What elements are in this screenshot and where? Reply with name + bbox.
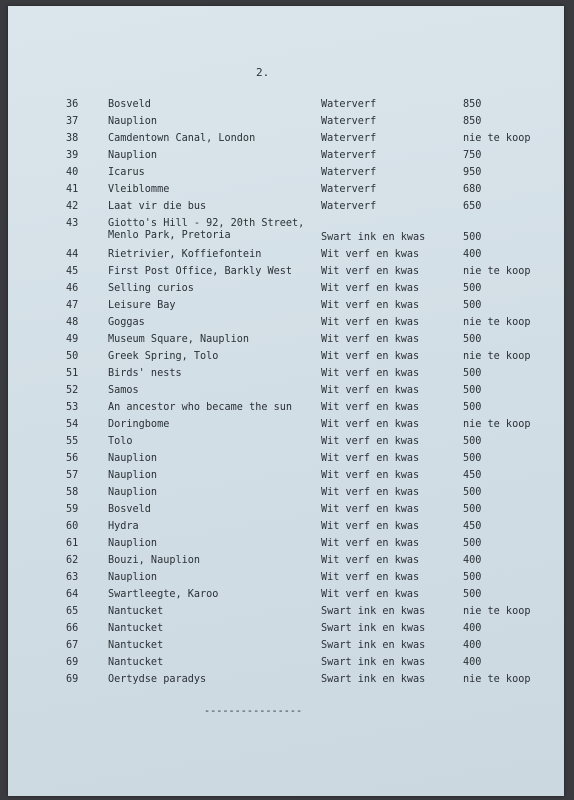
entry-medium: Wit verf en kwas (321, 487, 420, 498)
entry-number: 50 (66, 351, 79, 362)
document-page (8, 6, 564, 796)
entry-medium: Wit verf en kwas (321, 351, 420, 362)
entry-title: First Post Office, Barkly West (108, 266, 293, 277)
entry-price: 500 (463, 300, 482, 311)
entry-medium: Wit verf en kwas (321, 402, 420, 413)
entry-number: 63 (66, 572, 79, 583)
entry-title: Nauplion (108, 538, 158, 549)
entry-title: Oertydse paradys (108, 674, 207, 685)
entry-price: 950 (463, 167, 482, 178)
entry-medium: Swart ink en kwas (321, 232, 426, 243)
entry-title: Samos (108, 385, 139, 396)
entry-title: Nantucket (108, 623, 164, 634)
entry-title: Greek Spring, Tolo (108, 351, 219, 362)
entry-price: 500 (463, 504, 482, 515)
entry-medium: Wit verf en kwas (321, 300, 420, 311)
entry-number: 69 (66, 657, 79, 668)
entry-number: 69 (66, 674, 79, 685)
entry-medium: Swart ink en kwas (321, 606, 426, 617)
entry-medium: Wit verf en kwas (321, 249, 420, 260)
entry-title: Nauplion (108, 572, 158, 583)
entry-title: Giotto's Hill - 92, 20th Street, (108, 218, 305, 229)
entry-price: 400 (463, 657, 482, 668)
entry-number: 56 (66, 453, 79, 464)
entry-number: 58 (66, 487, 79, 498)
entry-number: 36 (66, 99, 79, 110)
entry-price: 500 (463, 368, 482, 379)
entry-number: 64 (66, 589, 79, 600)
entry-price: nie te koop (463, 317, 531, 328)
entry-medium: Wit verf en kwas (321, 436, 420, 447)
entry-number: 66 (66, 623, 79, 634)
entry-number: 46 (66, 283, 79, 294)
entry-price: 500 (463, 572, 482, 583)
entry-price: 500 (463, 232, 482, 243)
entry-price: 750 (463, 150, 482, 161)
entry-price: 400 (463, 640, 482, 651)
entry-number: 43 (66, 218, 79, 229)
entry-number: 60 (66, 521, 79, 532)
entry-number: 62 (66, 555, 79, 566)
entry-price: 400 (463, 249, 482, 260)
entry-number: 61 (66, 538, 79, 549)
entry-number: 37 (66, 116, 79, 127)
entry-title: Doringbome (108, 419, 170, 430)
entry-number: 54 (66, 419, 79, 430)
entry-price: 500 (463, 402, 482, 413)
entry-title: Tolo (108, 436, 133, 447)
entry-title: Icarus (108, 167, 145, 178)
entry-medium: Waterverf (321, 133, 377, 144)
entry-number: 65 (66, 606, 79, 617)
entry-price: 500 (463, 283, 482, 294)
entry-number: 53 (66, 402, 79, 413)
end-divider: ---------------- (204, 706, 303, 717)
entry-price: 400 (463, 555, 482, 566)
entry-price: 450 (463, 470, 482, 481)
entry-medium: Waterverf (321, 116, 377, 127)
entry-number: 42 (66, 201, 79, 212)
entry-price: nie te koop (463, 266, 531, 277)
entry-medium: Swart ink en kwas (321, 623, 426, 634)
entry-medium: Swart ink en kwas (321, 674, 426, 685)
entry-medium: Wit verf en kwas (321, 419, 420, 430)
entry-number: 44 (66, 249, 79, 260)
entry-medium: Waterverf (321, 150, 377, 161)
entry-medium: Waterverf (321, 201, 377, 212)
entry-title: Goggas (108, 317, 145, 328)
entry-price: 500 (463, 589, 482, 600)
entry-price: 850 (463, 99, 482, 110)
entry-title: Selling curios (108, 283, 194, 294)
entry-medium: Swart ink en kwas (321, 640, 426, 651)
entry-title: Hydra (108, 521, 139, 532)
entry-medium: Wit verf en kwas (321, 334, 420, 345)
entry-number: 40 (66, 167, 79, 178)
page-number: 2. (256, 66, 270, 79)
entry-number: 57 (66, 470, 79, 481)
entry-number: 49 (66, 334, 79, 345)
entry-number: 52 (66, 385, 79, 396)
entry-price: nie te koop (463, 351, 531, 362)
entry-medium: Wit verf en kwas (321, 266, 420, 277)
entry-title: Nantucket (108, 606, 164, 617)
entry-medium: Swart ink en kwas (321, 657, 426, 668)
entry-price: nie te koop (463, 606, 531, 617)
entry-number: 38 (66, 133, 79, 144)
entry-price: 500 (463, 538, 482, 549)
entry-price: 650 (463, 201, 482, 212)
entry-medium: Wit verf en kwas (321, 555, 420, 566)
entry-number: 39 (66, 150, 79, 161)
entry-title: Bosveld (108, 99, 151, 110)
entry-medium: Waterverf (321, 99, 377, 110)
entry-price: 850 (463, 116, 482, 127)
entry-title: Birds' nests (108, 368, 182, 379)
entry-price: 500 (463, 385, 482, 396)
entry-title: Nauplion (108, 470, 158, 481)
entry-title: An ancestor who became the sun (108, 402, 293, 413)
entry-medium: Waterverf (321, 167, 377, 178)
entry-title: Rietrivier, Koffiefontein (108, 249, 262, 260)
entry-price: nie te koop (463, 133, 531, 144)
entry-title: Nauplion (108, 150, 158, 161)
entry-title: Bosveld (108, 504, 151, 515)
entry-title: Nauplion (108, 487, 158, 498)
entry-price: nie te koop (463, 419, 531, 430)
entry-medium: Waterverf (321, 184, 377, 195)
entry-medium: Wit verf en kwas (321, 283, 420, 294)
entry-title-line2: Menlo Park, Pretoria (108, 230, 231, 241)
entry-medium: Wit verf en kwas (321, 385, 420, 396)
entry-medium: Wit verf en kwas (321, 521, 420, 532)
entry-number: 67 (66, 640, 79, 651)
entry-number: 45 (66, 266, 79, 277)
entry-title: Nauplion (108, 453, 158, 464)
entry-medium: Wit verf en kwas (321, 470, 420, 481)
entry-medium: Wit verf en kwas (321, 589, 420, 600)
entry-title: Laat vir die bus (108, 201, 207, 212)
entry-medium: Wit verf en kwas (321, 504, 420, 515)
entry-price: 450 (463, 521, 482, 532)
entry-title: Leisure Bay (108, 300, 176, 311)
entry-price: 680 (463, 184, 482, 195)
entry-number: 41 (66, 184, 79, 195)
entry-title: Museum Square, Nauplion (108, 334, 250, 345)
entry-title: Bouzi, Nauplion (108, 555, 201, 566)
entry-price: 500 (463, 487, 482, 498)
entry-number: 51 (66, 368, 79, 379)
entry-title: Nantucket (108, 657, 164, 668)
entry-medium: Wit verf en kwas (321, 317, 420, 328)
entry-medium: Wit verf en kwas (321, 368, 420, 379)
entry-price: 500 (463, 436, 482, 447)
entry-title: Vleiblomme (108, 184, 170, 195)
entry-title: Nantucket (108, 640, 164, 651)
entry-medium: Wit verf en kwas (321, 572, 420, 583)
entry-price: nie te koop (463, 674, 531, 685)
entry-number: 59 (66, 504, 79, 515)
entry-title: Nauplion (108, 116, 158, 127)
entry-price: 400 (463, 623, 482, 634)
entry-number: 55 (66, 436, 79, 447)
entry-medium: Wit verf en kwas (321, 453, 420, 464)
entry-title: Swartleegte, Karoo (108, 589, 219, 600)
entry-medium: Wit verf en kwas (321, 538, 420, 549)
entry-number: 48 (66, 317, 79, 328)
entry-title: Camdentown Canal, London (108, 133, 256, 144)
entry-price: 500 (463, 453, 482, 464)
entry-number: 47 (66, 300, 79, 311)
entry-price: 500 (463, 334, 482, 345)
